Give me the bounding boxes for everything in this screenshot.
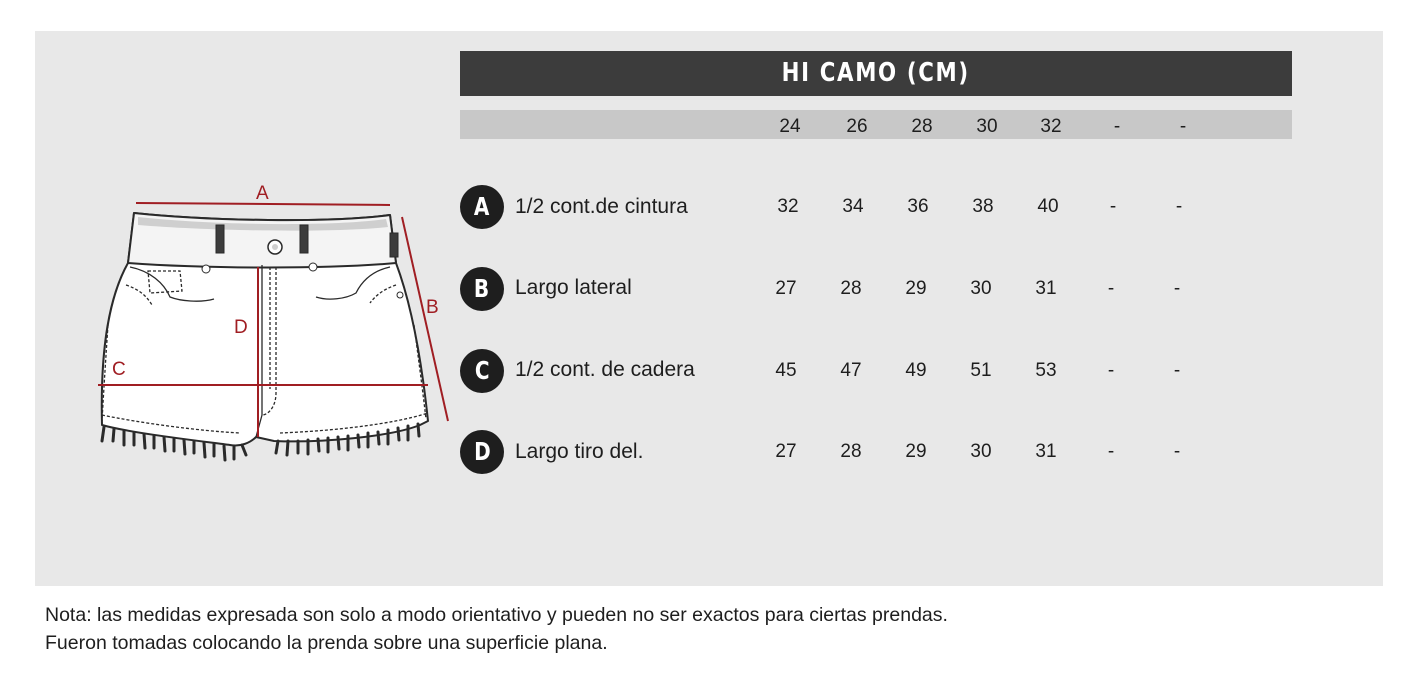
row-label: 1/2 cont.de cintura (515, 195, 688, 218)
row-badge-b: B (460, 267, 504, 311)
table-cell: 28 (840, 441, 862, 462)
chart-title-bar (460, 51, 1292, 96)
table-cell: 32 (777, 196, 799, 217)
size-header-cell: 32 (1040, 116, 1062, 137)
size-header-cell: 28 (911, 116, 933, 137)
table-cell: 29 (905, 278, 927, 299)
size-header-cell: 24 (779, 116, 801, 137)
table-cell: 38 (972, 196, 994, 217)
table-cell: 30 (970, 278, 992, 299)
table-cell: 31 (1035, 278, 1057, 299)
table-cell: 53 (1035, 360, 1057, 381)
table-cell: 40 (1037, 196, 1059, 217)
size-header-cell: 26 (846, 116, 868, 137)
table-cell: 49 (905, 360, 927, 381)
diagram-label-a: A (256, 183, 269, 204)
table-cell: 51 (970, 360, 992, 381)
table-cell: - (1173, 441, 1181, 462)
row-badge-d: D (460, 430, 504, 474)
row-label: Largo tiro del. (515, 440, 644, 463)
row-label: 1/2 cont. de cadera (515, 358, 695, 381)
row-label: Largo lateral (515, 276, 632, 299)
table-cell: - (1107, 441, 1115, 462)
diagram-label-d: D (234, 317, 248, 338)
note-line-1: Nota: las medidas expresada son solo a modo orientativo y pueden no ser exactos para ciertas prendas. (45, 604, 948, 626)
table-cell: 30 (970, 441, 992, 462)
size-header-row (460, 110, 1292, 139)
size-header-cell: - (1179, 116, 1187, 137)
table-cell: 27 (775, 278, 797, 299)
note-line-2: Fueron tomadas colocando la prenda sobre una superficie plana. (45, 632, 608, 654)
table-cell: - (1175, 196, 1183, 217)
diagram-label-c: C (112, 359, 126, 380)
shorts-diagram (90, 175, 460, 485)
table-cell: 31 (1035, 441, 1057, 462)
table-cell: - (1107, 278, 1115, 299)
table-cell: 45 (775, 360, 797, 381)
table-cell: - (1173, 278, 1181, 299)
chart-title: HI CAMO (CM) (781, 58, 971, 88)
table-cell: 28 (840, 278, 862, 299)
table-cell: - (1107, 360, 1115, 381)
diagram-label-b: B (426, 297, 439, 318)
table-cell: - (1173, 360, 1181, 381)
size-header-cell: - (1113, 116, 1121, 137)
row-badge-a: A (460, 185, 504, 229)
size-header-cell: 30 (976, 116, 998, 137)
table-cell: 47 (840, 360, 862, 381)
table-cell: 29 (905, 441, 927, 462)
table-cell: 36 (907, 196, 929, 217)
table-cell: 27 (775, 441, 797, 462)
table-cell: - (1109, 196, 1117, 217)
table-cell: 34 (842, 196, 864, 217)
row-badge-c: C (460, 349, 504, 393)
